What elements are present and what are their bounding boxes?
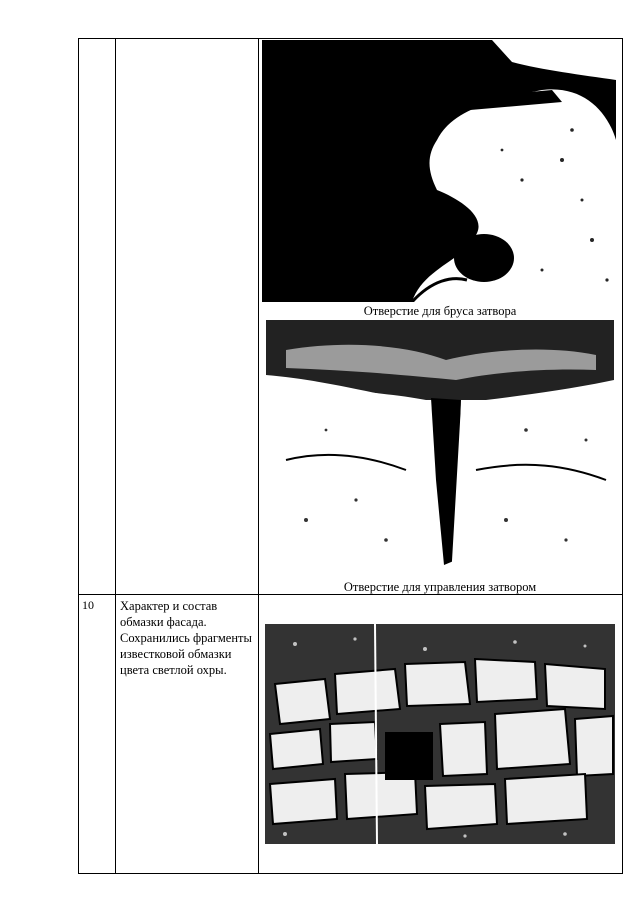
row-divider [78,594,623,595]
column-divider-2 [258,38,259,874]
table-right-border [622,38,623,874]
row-description: Характер и состав обмазки фасада. Сохранились фрагменты известковой обмазки цвета светлой охры. [120,599,252,677]
table-bottom-border [78,873,623,874]
column-divider-1 [115,38,116,874]
photo-facade-masonry [265,624,615,844]
photo-caption-beam-opening: Отверстие для бруса затвора [363,304,517,318]
table-top-border [78,38,623,39]
photo-beam-opening [262,40,616,302]
table-left-border [78,38,79,874]
photo-caption-control-opening: Отверстие для управления затвором [343,580,537,594]
row-number: 10 [82,598,94,612]
photo-control-opening [266,320,614,578]
